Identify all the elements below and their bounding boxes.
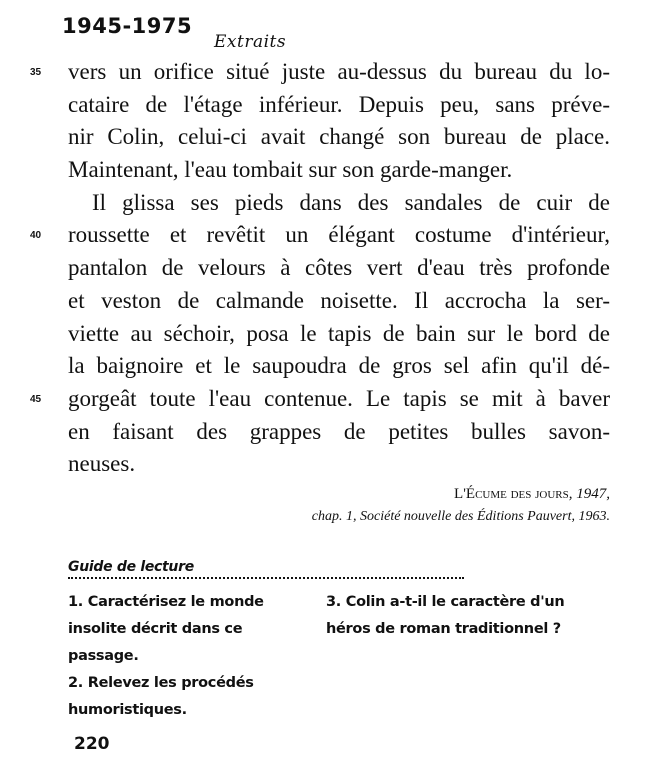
question-2: 2. Relevez les procédés humoristiques. (68, 675, 254, 718)
page-header (62, 14, 287, 52)
line-text: la baignoire et le saupoudra de gros sel afin qu'il dé- (68, 353, 610, 379)
line-text: Maintenant, l'eau tombait sur son garde-manger. (68, 157, 513, 183)
text-line (0, 219, 650, 252)
work-title-rest: cume des jours (475, 486, 569, 502)
line-text: Il glissa ses pieds dans des sandales de cuir de (92, 189, 610, 215)
reading-guide-title (68, 556, 194, 575)
text-line (0, 448, 650, 481)
text-line (0, 187, 650, 220)
text-line (0, 383, 650, 416)
line-text: et veston de calmande noisette. Il accrocha la ser- (68, 287, 610, 313)
line-number: 45 (30, 393, 42, 405)
line-text: pantalon de velours à côtes vert d'eau très profonde (68, 255, 610, 281)
text-line (0, 89, 650, 122)
text-line (0, 121, 650, 154)
text-line (0, 56, 650, 89)
line-text: roussette et revêtit un élégant costume d'intérieur, (68, 222, 610, 248)
period-title: 1945-1975 (62, 14, 193, 38)
text-line (0, 350, 650, 383)
line-text: cataire de l'étage inférieur. Depuis peu, sans préve- (68, 91, 610, 117)
text-line (0, 252, 650, 285)
line-text: gorgeât toute l'eau contenue. Le tapis se mit à baver (68, 385, 610, 411)
work-title-prefix: L'É (454, 486, 476, 502)
question-3: 3. Colin a-t-il le caractère d'un héros de roman traditionnel ? (326, 594, 565, 637)
guide-title: Guide de lecture (68, 559, 194, 575)
line-text: neuses. (68, 451, 136, 477)
source-citation (312, 483, 610, 529)
question-1: 1. Caractérisez le monde insolite décrit dans ce passage. (68, 594, 264, 664)
line-text: nir Colin, celui-ci avait changé son bureau de place. (68, 124, 610, 150)
text-line (0, 154, 650, 187)
source-edition-line: chap. 1, Société nouvelle des Éditions Pauvert, 1963. (311, 509, 610, 524)
line-text: en faisant des grappes de petites bulles savon- (68, 418, 610, 444)
text-line (0, 318, 650, 351)
line-number: 35 (30, 67, 42, 78)
line-text: viette au séchoir, posa le tapis de bain sur le bord de (68, 320, 610, 346)
source-work-line (312, 483, 610, 505)
section-label: Extraits (214, 32, 287, 52)
dotted-divider (68, 577, 464, 579)
page-number: 220 (74, 734, 110, 754)
line-text: vers un orifice situé juste au-dessus du bureau du lo- (68, 59, 610, 84)
work-year: , 1947, (568, 486, 610, 502)
text-line (0, 285, 650, 318)
text-line (0, 416, 650, 449)
line-number: 40 (30, 230, 42, 242)
passage-text (0, 56, 650, 481)
